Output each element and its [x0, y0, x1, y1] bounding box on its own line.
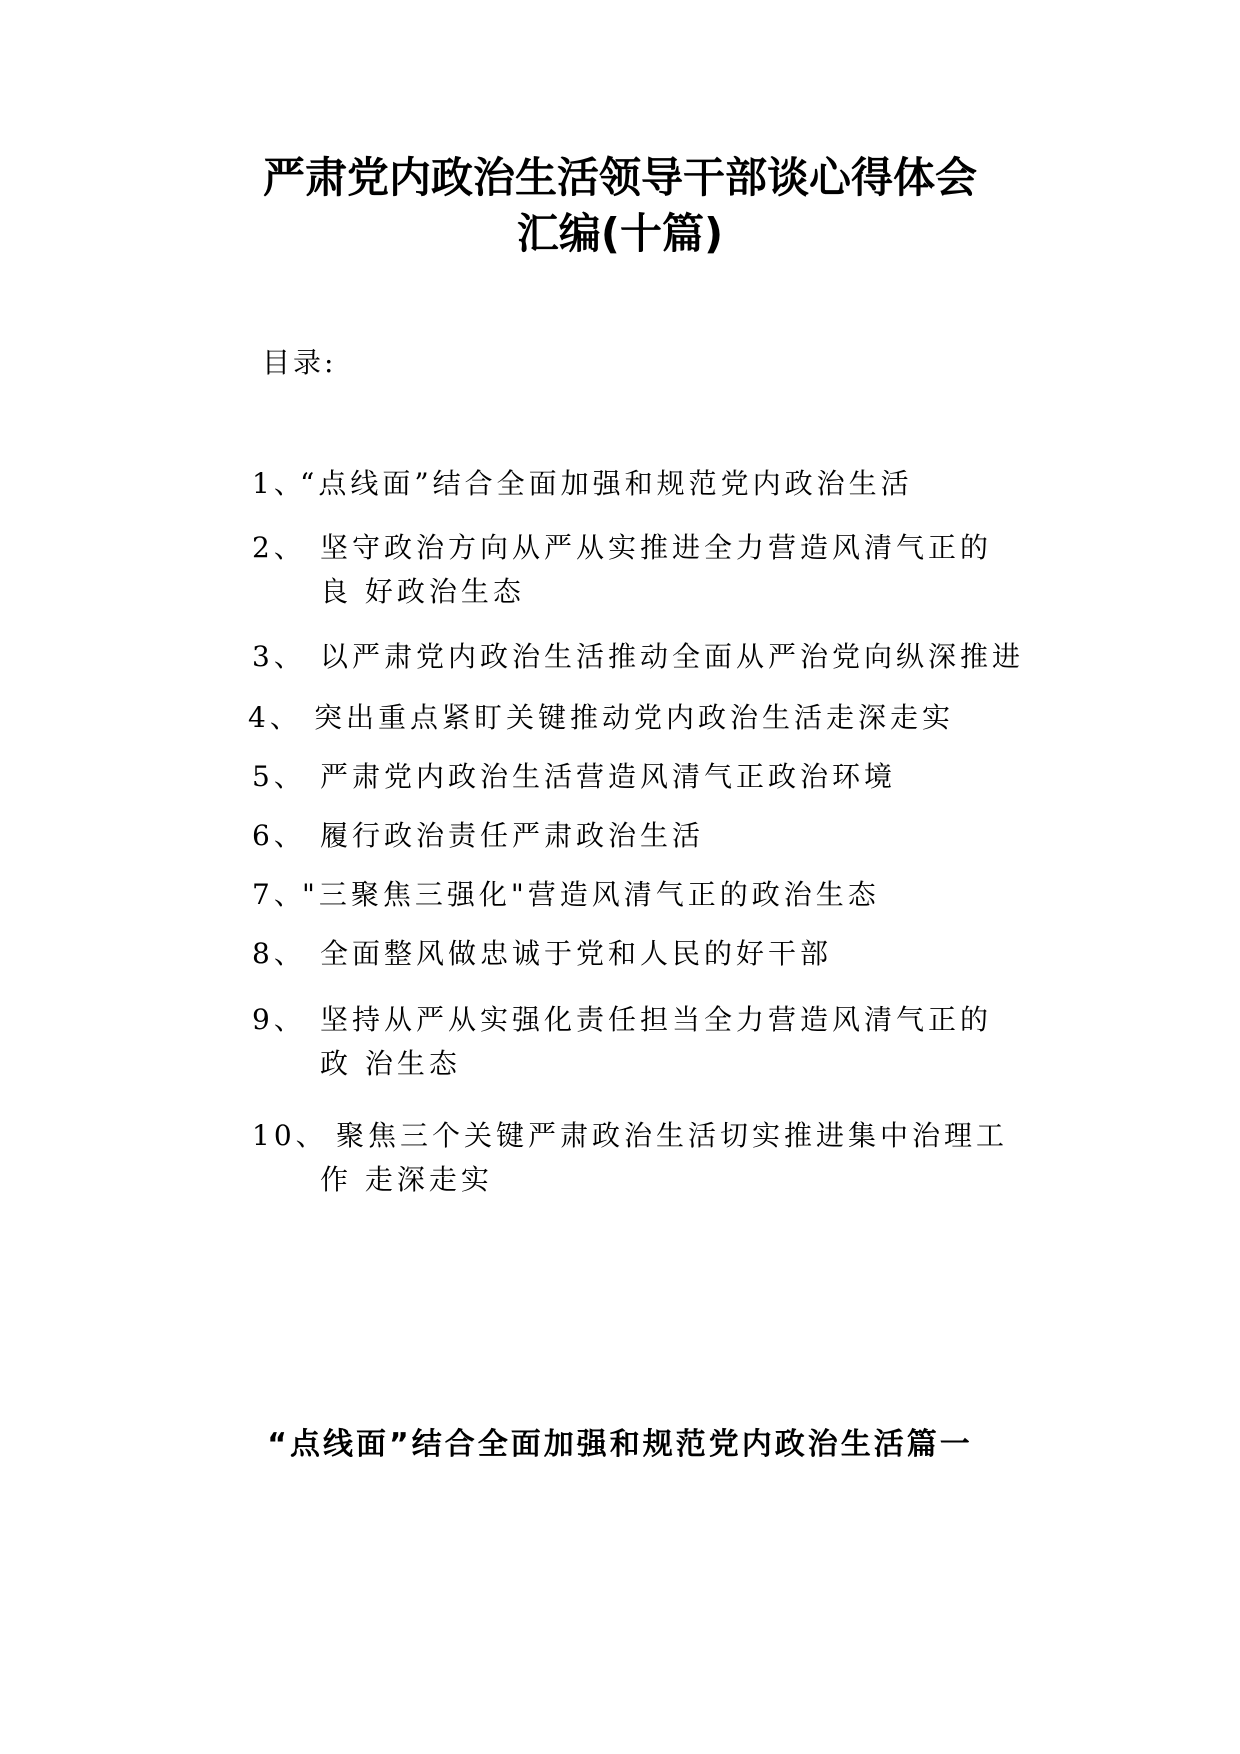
- toc-item-text: 以严肃党内政治生活推动全面从严治党向纵深推进: [320, 640, 1025, 673]
- toc-item-text-continued: 作 走深走实: [320, 1163, 493, 1196]
- toc-item-number: 2、: [252, 531, 306, 564]
- toc-item-number: 5、: [252, 760, 306, 793]
- toc-item-text: 全面整风做忠诚于党和人民的好干部: [320, 937, 833, 970]
- toc-item-number: 9、: [252, 1003, 306, 1036]
- toc-item-text: 坚持从严从实强化责任担当全力营造风清气正的: [320, 1003, 993, 1036]
- toc-item-text: 聚焦三个关键严肃政治生活切实推进集中治理工: [336, 1119, 1009, 1152]
- toc-item-number: 7、: [252, 878, 306, 911]
- toc-label: 目录:: [262, 346, 337, 379]
- toc-item-number: 10、: [252, 1119, 328, 1152]
- toc-item-text: “点线面”结合全面加强和规范党内政治生活: [300, 467, 913, 500]
- toc-item-text: 坚守政治方向从严从实推进全力营造风清气正的: [320, 531, 993, 564]
- toc-item-number: 8、: [252, 937, 306, 970]
- toc-item-number: 3、: [252, 640, 306, 673]
- toc-item-number: 6、: [252, 819, 306, 852]
- section-heading: “点线面”结合全面加强和规范党内政治生活篇一: [267, 1427, 973, 1462]
- toc-item-text: 履行政治责任严肃政治生活: [320, 819, 705, 852]
- toc-item-text: 突出重点紧盯关键推动党内政治生活走深走实: [314, 701, 955, 734]
- toc-item-text: "三聚焦三强化"营造风清气正的政治生态: [302, 878, 880, 911]
- document-title-line-1: 严肃党内政治生活领导干部谈心得体会: [262, 153, 977, 202]
- toc-item-number: 4、: [248, 701, 302, 734]
- document-title-line-2: 汇编(十篇): [516, 209, 724, 258]
- toc-item-text-continued: 良 好政治生态: [320, 575, 525, 608]
- toc-item-text: 严肃党内政治生活营造风清气正政治环境: [320, 760, 897, 793]
- toc-item-number: 1、: [252, 467, 306, 500]
- toc-item-text-continued: 政 治生态: [320, 1047, 461, 1080]
